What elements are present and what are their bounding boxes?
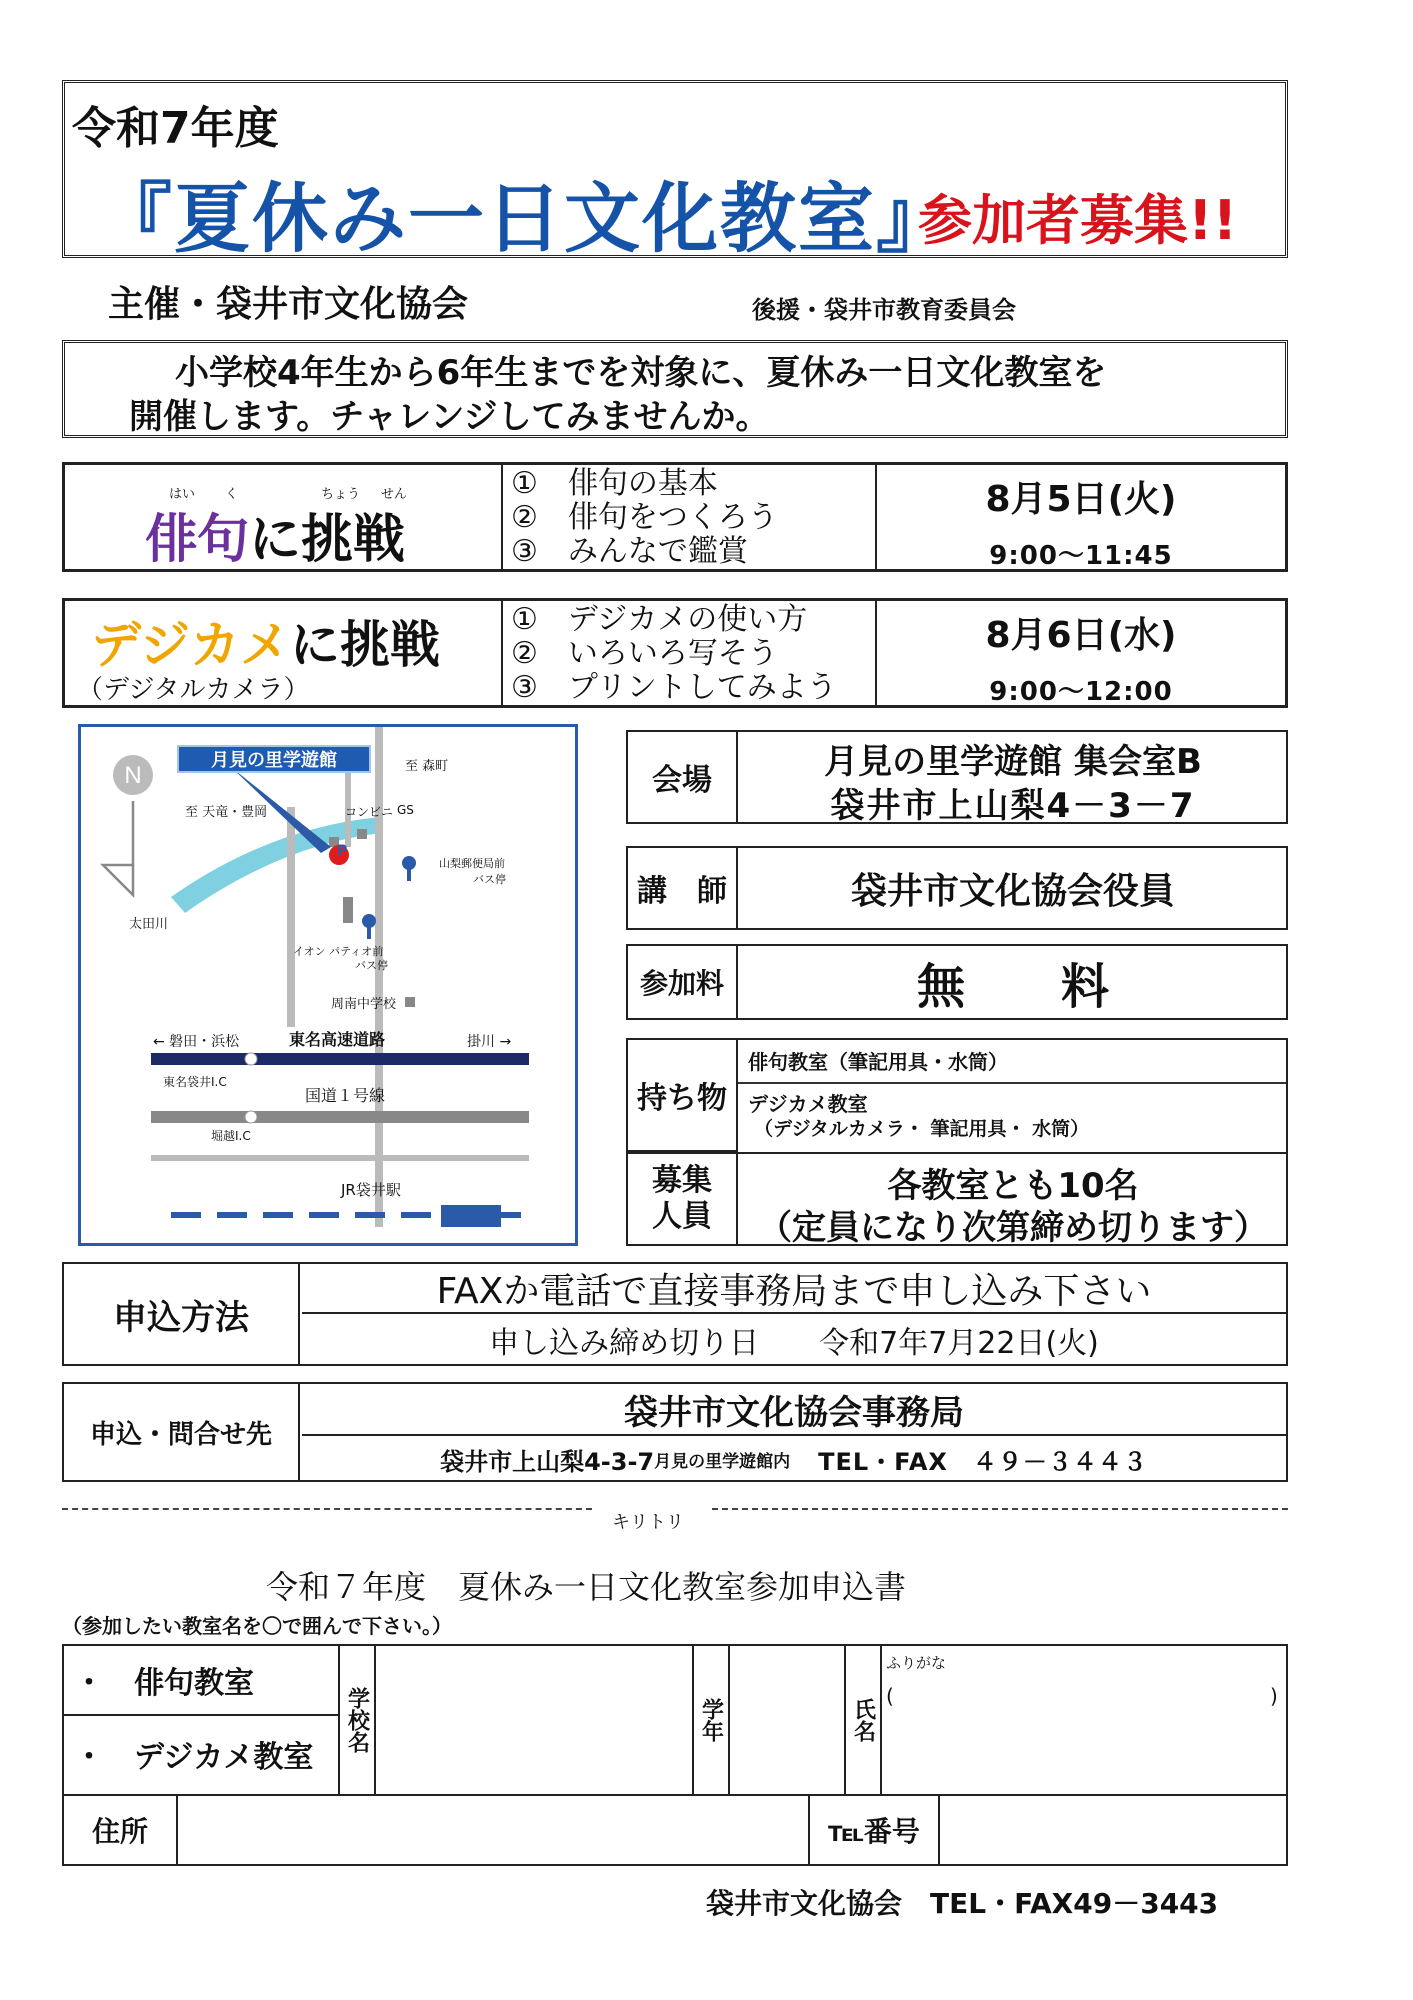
form-tel-input[interactable]: [940, 1796, 1286, 1864]
items-label: 持ち物: [628, 1040, 738, 1152]
contact-label: 申込・問合せ先: [64, 1384, 300, 1480]
map-conbini: コンビニ: [345, 805, 394, 819]
class-haiku-time: 9:00～11:45: [989, 541, 1173, 571]
fee-value: 無 料: [916, 958, 1109, 1015]
map-otagawa: 太田川: [129, 917, 169, 932]
class-haiku: [62, 462, 1288, 572]
ruby-ku: く: [225, 487, 239, 502]
map-horigoe-ic: 堀越I.C: [211, 1129, 251, 1143]
deadline-text: 申し込み締め切り日 令和7年7月22日(火): [489, 1326, 1099, 1361]
cut-line-left: [62, 1508, 592, 1510]
map-fukuroi-ic: 東名袋井I.C: [163, 1075, 227, 1089]
venue-label: 会場: [628, 732, 738, 822]
map-bus-stop1: バス停: [473, 873, 506, 886]
intro-line2: 開催します。チャレンジしてみませんか。: [129, 397, 770, 437]
grade-label: 学年: [698, 1698, 724, 1742]
form-name-input[interactable]: [882, 1646, 1286, 1794]
header-title: 『夏休み一日文化教室』: [96, 174, 954, 263]
contact-tel: TEL・FAX ４９－３４４３: [818, 1447, 1148, 1476]
north-label: N: [124, 762, 142, 789]
intro-line1: 小学校4年生から6年生までを対象に、夏休み一日文化教室を: [175, 353, 1107, 393]
ruby-hai: はい: [169, 487, 196, 502]
method-text: FAXか電話で直接事務局まで申し込み下さい: [302, 1264, 1286, 1314]
info-venue: [626, 730, 1288, 824]
school-label: 学校名: [344, 1687, 370, 1753]
teacher-label: 講 師: [628, 848, 738, 928]
class-haiku-item: ② 俳句をつくろう: [511, 500, 778, 535]
map-bus-stop2: バス停: [355, 959, 388, 972]
form-option-camera[interactable]: ・ デジカメ教室: [74, 1740, 314, 1775]
class-camera-main: デジカメ: [91, 616, 290, 674]
contact-line: [302, 1438, 1286, 1480]
form-grade-input[interactable]: [730, 1646, 844, 1794]
ruby-sen: せん: [381, 487, 408, 502]
contact: [62, 1382, 1288, 1482]
capacity-label: [628, 1154, 738, 1244]
venue-line2: 袋井市上山梨4－3－7: [830, 786, 1196, 826]
map-venue-title: 月見の里学遊館: [177, 745, 371, 773]
class-haiku-item: ① 俳句の基本: [511, 466, 718, 501]
road-h3: [151, 1155, 529, 1161]
class-camera-items: [511, 603, 837, 705]
expressway-road: [151, 1053, 529, 1065]
capacity-label2: 人員: [652, 1199, 712, 1234]
class-haiku-title-cell: [65, 465, 501, 569]
items-camera1: デジカメ教室: [748, 1092, 868, 1116]
class-camera: [62, 598, 1288, 708]
class-haiku-item: ③ みんなで鑑賞: [511, 534, 748, 569]
class-camera-subtitle: （デジタルカメラ）: [77, 675, 310, 705]
access-map: [78, 724, 578, 1246]
capacity-line1: 各教室とも10名: [887, 1166, 1139, 1206]
map-gs: GS: [397, 803, 414, 817]
header-year: 令和7年度: [72, 103, 279, 154]
building-rect: [343, 897, 353, 923]
route1-road: [151, 1111, 529, 1123]
class-camera-time: 9:00～12:00: [989, 677, 1173, 707]
header-recruit: 参加者募集!!: [918, 189, 1238, 252]
fee-label: 参加料: [628, 946, 738, 1018]
map-to-iwata: ← 磐田・浜松: [153, 1034, 240, 1050]
items-camera2: （デジタルカメラ・ 筆記用具・ 水筒）: [754, 1118, 1090, 1140]
form-school-input[interactable]: [378, 1646, 692, 1794]
map-to-kakegawa: 掛川 →: [467, 1034, 512, 1050]
paren-open: (: [886, 1684, 894, 1708]
station-block: [441, 1205, 501, 1227]
map-graphic: [81, 727, 575, 1243]
ruby-chou: ちょう: [321, 487, 361, 502]
form-note: （参加したい教室名を〇で囲んで下さい。）: [62, 1614, 452, 1638]
map-station: JR袋井駅: [341, 1181, 401, 1199]
info-fee: [626, 944, 1288, 1020]
road-v1: [287, 807, 295, 1027]
class-camera-date: 8月6日(水): [985, 615, 1177, 656]
capacity-line2: （定員になり次第締め切ります）: [758, 1208, 1268, 1248]
paren-close: ): [1270, 1684, 1278, 1708]
map-expressway: 東名高速道路: [289, 1030, 386, 1049]
form-school-label: [340, 1646, 376, 1794]
map-to-morimachi: 至 森町: [405, 759, 449, 774]
form-option-haiku[interactable]: ・ 俳句教室: [74, 1666, 254, 1701]
map-route1: 国道１号線: [305, 1086, 386, 1105]
cut-line-right: [712, 1508, 1288, 1510]
organizer: 主催・袋井市文化協会: [108, 284, 469, 325]
form-table: [62, 1644, 1288, 1866]
furigana-label: ふりがな: [886, 1654, 947, 1672]
road-v2: [375, 727, 383, 1227]
info-items-capacity: [626, 1038, 1288, 1246]
map-to-tenryu: 至 天竜・豊岡: [185, 805, 268, 820]
intro-box: [62, 340, 1288, 438]
fukuroi-ic-dot: [245, 1053, 257, 1065]
class-haiku-items: [511, 467, 778, 569]
venue-line1: 月見の里学遊館 集会室B: [824, 742, 1202, 782]
map-bus-yamanashi: 山梨郵便局前: [439, 857, 505, 870]
class-camera-item: ① デジカメの使い方: [511, 602, 808, 637]
class-haiku-name: [145, 497, 405, 572]
apply-method: [62, 1262, 1288, 1366]
form-tel-label: ℡番号: [808, 1796, 940, 1864]
form-title: 令和７年度 夏休み一日文化教室参加申込書: [266, 1568, 907, 1606]
school-square: [405, 997, 415, 1007]
class-haiku-main: 俳句: [145, 510, 250, 570]
form-grade-label: [692, 1646, 730, 1794]
north-arrow-icon: [103, 801, 133, 895]
map-parking: P: [337, 843, 348, 859]
name-label: 氏名: [850, 1698, 876, 1742]
class-camera-item: ③ プリントしてみよう: [511, 670, 837, 705]
capacity-label1: 募集: [652, 1163, 712, 1198]
items-haiku: 俳句教室（筆記用具・水筒）: [748, 1050, 1008, 1074]
class-camera-item: ② いろいろ写そう: [511, 636, 778, 671]
cut-label: キリトリ: [612, 1512, 684, 1533]
form-name-label: [844, 1646, 882, 1794]
form-address-input[interactable]: [180, 1796, 808, 1864]
method-label: 申込方法: [64, 1264, 300, 1364]
class-camera-suffix: に挑戦: [290, 616, 440, 674]
footer-contact: 袋井市文化協会 TEL・FAX49－3443: [706, 1887, 1219, 1920]
class-camera-name: [91, 605, 440, 677]
info-teacher: [626, 846, 1288, 930]
teacher-value: 袋井市文化協会役員: [850, 870, 1175, 912]
contact-address-small: 月見の里学遊館内: [654, 1451, 791, 1472]
sponsor: 後援・袋井市教育委員会: [752, 296, 1016, 324]
horigoe-ic-dot: [245, 1111, 257, 1123]
class-haiku-suffix: に挑戦: [249, 510, 406, 570]
map-school: 周南中学校: [331, 997, 397, 1012]
form-address-label: 住所: [64, 1796, 178, 1864]
office-name: 袋井市文化協会事務局: [302, 1384, 1286, 1436]
contact-address: 袋井市上山梨4-3-7: [440, 1447, 655, 1476]
map-bus-aeon: イオン パティオ前: [293, 945, 384, 958]
gs-square: [357, 829, 367, 839]
class-haiku-date: 8月5日(火): [985, 479, 1177, 520]
